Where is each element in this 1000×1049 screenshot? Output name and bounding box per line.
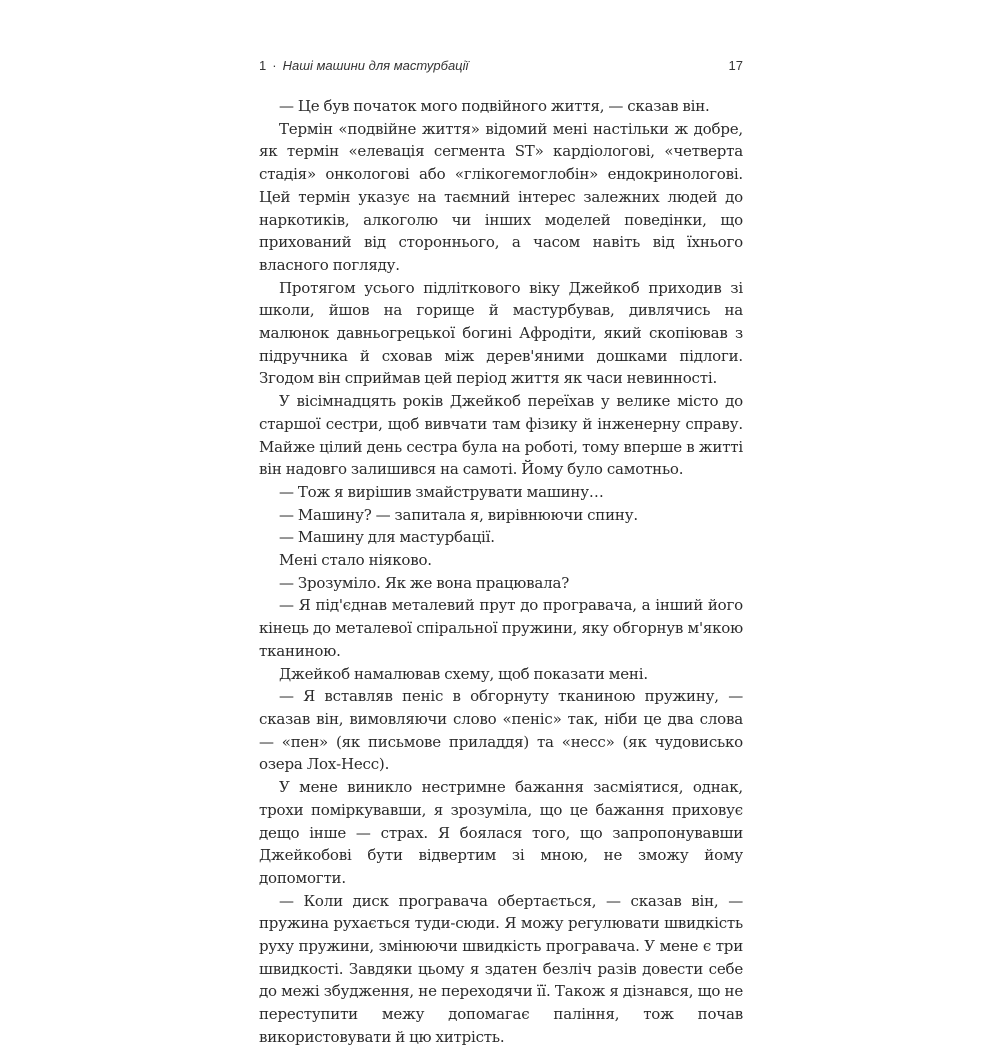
paragraph: Джейкоб намалював схему, щоб показати мені.	[279, 664, 648, 683]
paragraph: Протягом усього підліткового віку Джейкоб приходив зі школи, йшов на горище й мастурбував, дивлячись на малюнок давньогрецької богині Афродіти, який скопіював з підручника й сховав між дерев'яними дошками підлоги. Згодом він сприймав цей період життя як часи невинності.	[259, 278, 743, 388]
paragraph: — Коли диск програвача обертається, — сказав він, — пружина рухається туди-сюди. Я можу регулювати швидкість руху пружини, змінюючи швидкість програвача. У мене є три швидкості. Завдяки цьому я здатен безліч разів довести себе до межі збудження, не переходячи її. Також я дізнався, що не переступити межу допомагає паління, тож почав використовувати й цю хитрість.	[259, 891, 743, 1046]
chapter-number: 1	[259, 58, 267, 73]
chapter-title: Наші машини для мастурбації	[282, 58, 469, 73]
paragraph: У вісімнадцять років Джейкоб переїхав у велике місто до старшої сестри, щоб вивчати там фізику й інженерну справу. Майже цілий день сестра була на роботі, тому вперше в житті він надовго залишився на самоті. Йому було самотньо.	[259, 392, 743, 479]
paragraph: Мені стало ніяково.	[279, 551, 432, 570]
paragraph: — Я під'єднав металевий прут до програвача, а інший його кінець до металевої спіральної пружини, яку обгорнув м'якою тканиною.	[259, 596, 743, 660]
page-number: 17	[728, 58, 743, 73]
paragraph: Термін «подвійне життя» відомий мені настільки ж добре, як термін «елевація сегмента ST» кардіологові, «четверта стадія» онкологові або «глікогемоглобін» ендокринологові. Цей термін указує на таємний інтерес залежних людей до наркотиків, алкоголю чи інших моделей поведінки, що прихований від стороннього, а часом навіть від їхнього власного погляду.	[259, 119, 743, 274]
paragraph: — Машину для мастурбації.	[279, 528, 495, 547]
paragraph: У мене виникло нестримне бажання засміятися, однак, трохи поміркувавши, я зрозуміла, що це бажання приховує дещо інше — страх. Я боялася того, що запропонувавши Джейкобові бути відвертим зі мною, не зможу йому допомогти.	[259, 778, 743, 887]
header-separator: ·	[272, 58, 277, 73]
paragraph: — Це був початок мого подвійного життя, — сказав він.	[279, 97, 710, 115]
paragraph: — Машину? — запитала я, вирівнюючи спину.	[279, 505, 638, 524]
paragraph: — Зрозуміло. Як же вона працювала?	[279, 573, 570, 592]
paragraph: — Тож я вирішив змайструвати машину…	[279, 482, 604, 501]
paragraph: — Я вставляв пеніс в обгорнуту тканиною пружину, — сказав він, вимовляючи слово «пеніс» так, ніби це два слова — «пен» (як письмове приладдя) та «несс» (як чудовисько озера Лох-Несс).	[259, 687, 743, 774]
running-head	[259, 58, 743, 78]
body-text	[259, 95, 743, 1049]
